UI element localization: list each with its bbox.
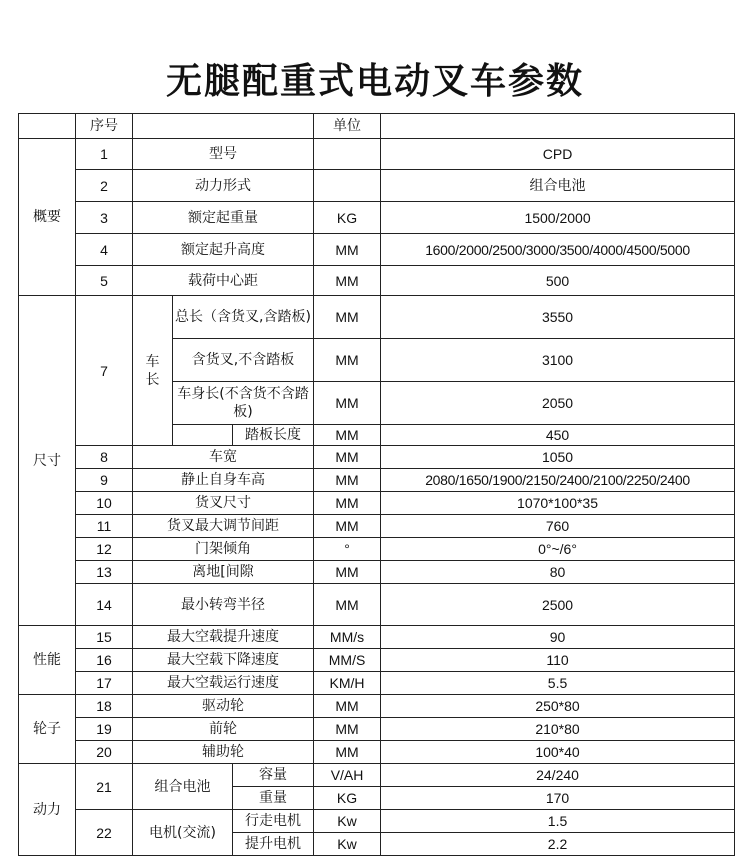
row-seq: 11 [76,515,133,538]
row-value: 500 [381,266,735,296]
row-value: 1070*100*35 [381,492,735,515]
row-unit: MM [314,234,381,266]
row-name: 总长（含货叉,含踏板) [173,296,314,339]
row-name: 提升电机 [233,833,314,856]
row-value: 1500/2000 [381,202,735,234]
table-row [19,446,735,469]
header-group-cell [19,114,76,139]
group-label-power: 动力 [19,764,76,856]
row-unit: KG [314,202,381,234]
table-row [19,469,735,492]
row-seq: 10 [76,492,133,515]
table-row [19,170,735,202]
row-unit: MM [314,339,381,382]
row-unit: MM/s [314,626,381,649]
row-value: 170 [381,787,735,810]
table-row [19,584,735,626]
row-name: 含货叉,不含踏板 [173,339,314,382]
row-value: 3550 [381,296,735,339]
row-seq: 3 [76,202,133,234]
row-value: 760 [381,515,735,538]
row-seq: 16 [76,649,133,672]
row-unit: Kw [314,833,381,856]
table-row [19,626,735,649]
row-value: 250*80 [381,695,735,718]
row-value: 0°~/6° [381,538,735,561]
row-unit: Kw [314,810,381,833]
row-name: 踏板长度 [233,425,314,446]
row-seq: 14 [76,584,133,626]
header-value-cell [381,114,735,139]
table-row [19,296,735,339]
group-label-performance: 性能 [19,626,76,695]
sub-group-label-length: 车长 [133,296,173,446]
row-name: 静止自身车高 [133,469,314,492]
row-name: 重量 [233,787,314,810]
row-unit: MM [314,425,381,446]
row-seq: 5 [76,266,133,296]
row-seq: 22 [76,810,133,856]
row-name: 额定起重量 [133,202,314,234]
row-seq: 19 [76,718,133,741]
row-name: 型号 [133,139,314,170]
row-unit: MM/S [314,649,381,672]
table-row [19,538,735,561]
row-unit: MM [314,561,381,584]
table-row [19,810,735,833]
row-name: 货叉尺寸 [133,492,314,515]
row-unit: MM [314,515,381,538]
sub-group-label-battery: 组合电池 [133,764,233,810]
table-row [19,515,735,538]
row-unit: MM [314,718,381,741]
row-name: 车身长(不含货不含踏板) [173,382,314,425]
row-name: 最大空载运行速度 [133,672,314,695]
row-unit: MM [314,492,381,515]
row-unit: KG [314,787,381,810]
table-row [19,718,735,741]
table-row [19,649,735,672]
row-unit: MM [314,382,381,425]
row-unit [314,170,381,202]
row-name: 动力形式 [133,170,314,202]
row-value: 1050 [381,446,735,469]
row-unit: V/AH [314,764,381,787]
row-seq: 8 [76,446,133,469]
row-seq: 18 [76,695,133,718]
row-name: 最大空载下降速度 [133,649,314,672]
row-name: 额定起升高度 [133,234,314,266]
row-value: 2500 [381,584,735,626]
row-value: 1.5 [381,810,735,833]
row-unit: MM [314,266,381,296]
header-unit: 单位 [314,114,381,139]
row-unit: MM [314,446,381,469]
table-row [19,234,735,266]
table-row [19,266,735,296]
table-row [19,764,735,787]
table-header-row [19,114,735,139]
table-row [19,561,735,584]
page-title: 无腿配重式电动叉车参数 [165,61,584,102]
row-value: 210*80 [381,718,735,741]
row-name: 行走电机 [233,810,314,833]
row-value: 90 [381,626,735,649]
row-value: 2050 [381,382,735,425]
header-name-cell [133,114,314,139]
row-value: 450 [381,425,735,446]
header-seq: 序号 [76,114,133,139]
row-seq: 12 [76,538,133,561]
row-name: 辅助轮 [133,741,314,764]
group-label-wheels: 轮子 [19,695,76,764]
row-seq: 17 [76,672,133,695]
row-unit: ° [314,538,381,561]
table-row [19,695,735,718]
row-seq: 15 [76,626,133,649]
row-seq: 1 [76,139,133,170]
row-seq: 7 [76,296,133,446]
row-value: 组合电池 [381,170,735,202]
row-name: 最小转弯半径 [133,584,314,626]
row-value: 3100 [381,339,735,382]
row-name: 货叉最大调节间距 [133,515,314,538]
table-row [19,672,735,695]
group-label-size: 尺寸 [19,296,76,626]
row-unit: MM [314,584,381,626]
row-value: 1600/2000/2500/3000/3500/4000/4500/5000 [381,234,735,266]
row-name: 载荷中心距 [133,266,314,296]
row-value: 100*40 [381,741,735,764]
row-value: 2080/1650/1900/2150/2400/2100/2250/2400 [381,469,735,492]
spec-table [18,113,735,856]
table-row [19,741,735,764]
row-name: 驱动轮 [133,695,314,718]
row-seq: 4 [76,234,133,266]
sub-group-label-motor: 电机(交流) [133,810,233,856]
row-unit: MM [314,296,381,339]
row-name: 门架倾角 [133,538,314,561]
row-name: 前轮 [133,718,314,741]
table-row [19,492,735,515]
row-value: 80 [381,561,735,584]
table-row [19,202,735,234]
row-seq: 20 [76,741,133,764]
row-unit: MM [314,469,381,492]
row-name: 车宽 [133,446,314,469]
row-name: 最大空载提升速度 [133,626,314,649]
row-seq: 21 [76,764,133,810]
row-name: 离地[间隙 [133,561,314,584]
table-row [19,139,735,170]
row-unit: MM [314,741,381,764]
group-label-overview: 概要 [19,139,76,296]
row-unit: KM/H [314,672,381,695]
row-seq: 2 [76,170,133,202]
row-seq: 13 [76,561,133,584]
row-value: 2.2 [381,833,735,856]
row-value: 24/240 [381,764,735,787]
row-unit [314,139,381,170]
row-value: CPD [381,139,735,170]
indent-cell [173,425,233,446]
row-name: 容量 [233,764,314,787]
row-value: 5.5 [381,672,735,695]
row-unit: MM [314,695,381,718]
row-seq: 9 [76,469,133,492]
row-value: 110 [381,649,735,672]
